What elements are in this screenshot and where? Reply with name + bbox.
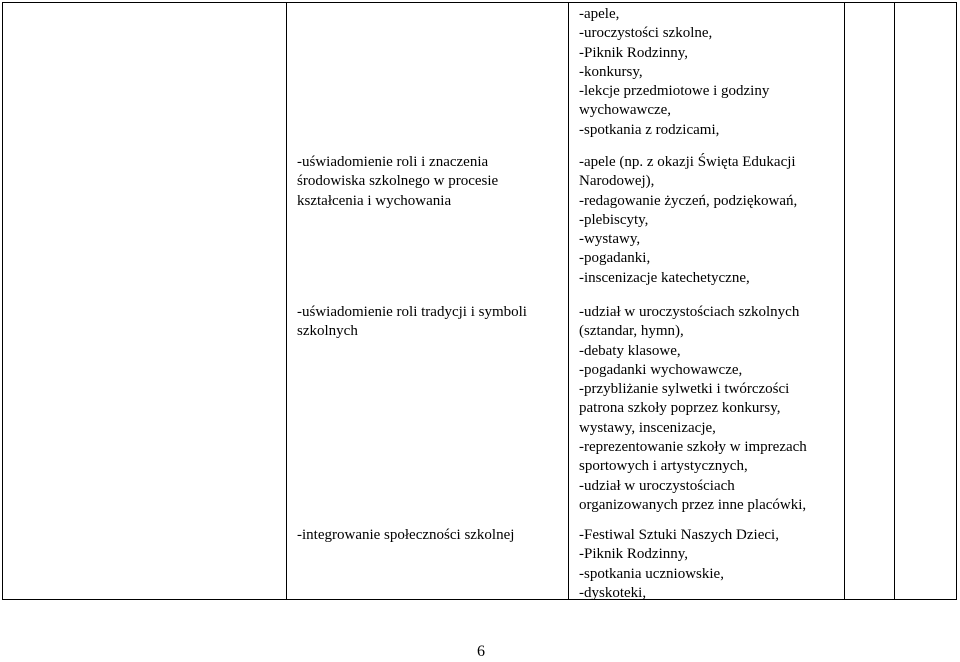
table-row [3, 3, 957, 600]
activity-item: -apele (np. z okazji Święta Edukacji Narodowej), -redagowanie życzeń, podziękowań, -plebiscyty, -wystawy, -pogadanki, -inscenizacje katechetyczne, [579, 154, 798, 286]
empty-cell [845, 3, 895, 600]
goal-item: -uświadomienie roli i znaczenia środowiska szkolnego w procesie kształcenia i wychowania [297, 154, 499, 209]
program-table [2, 2, 957, 600]
page-number: 6 [477, 643, 485, 660]
activity-item: -apele, -uroczystości szkolne, -Piknik Rodzinny, -konkursy, -lekcje przedmiotowe i godziny wychowawcze, -spotkania z rodzicami, [579, 6, 770, 138]
goals-cell [287, 3, 569, 600]
empty-cell [3, 3, 287, 600]
activity-item: -Festiwal Sztuki Naszych Dzieci, -Piknik Rodzinny, -spotkania uczniowskie, -dyskoteki, [579, 527, 779, 601]
goal-item: -integrowanie społeczności szkolnej [297, 527, 515, 543]
empty-cell [895, 3, 957, 600]
goal-item: -uświadomienie roli tradycji i symboli szkolnych [297, 304, 527, 340]
activities-cell [569, 3, 845, 600]
activity-item: -udział w uroczystościach szkolnych (sztandar, hymn), -debaty klasowe, -pogadanki wychowawcze, -przybliżanie sylwetki i twórczości patrona szkoły poprzez konkursy, wystawy, inscenizacje, -reprezentowanie szkoły w imprezach sportowych i artystycznych, -udział w uroczystościach organizowanych przez inne placówki, [579, 304, 807, 513]
